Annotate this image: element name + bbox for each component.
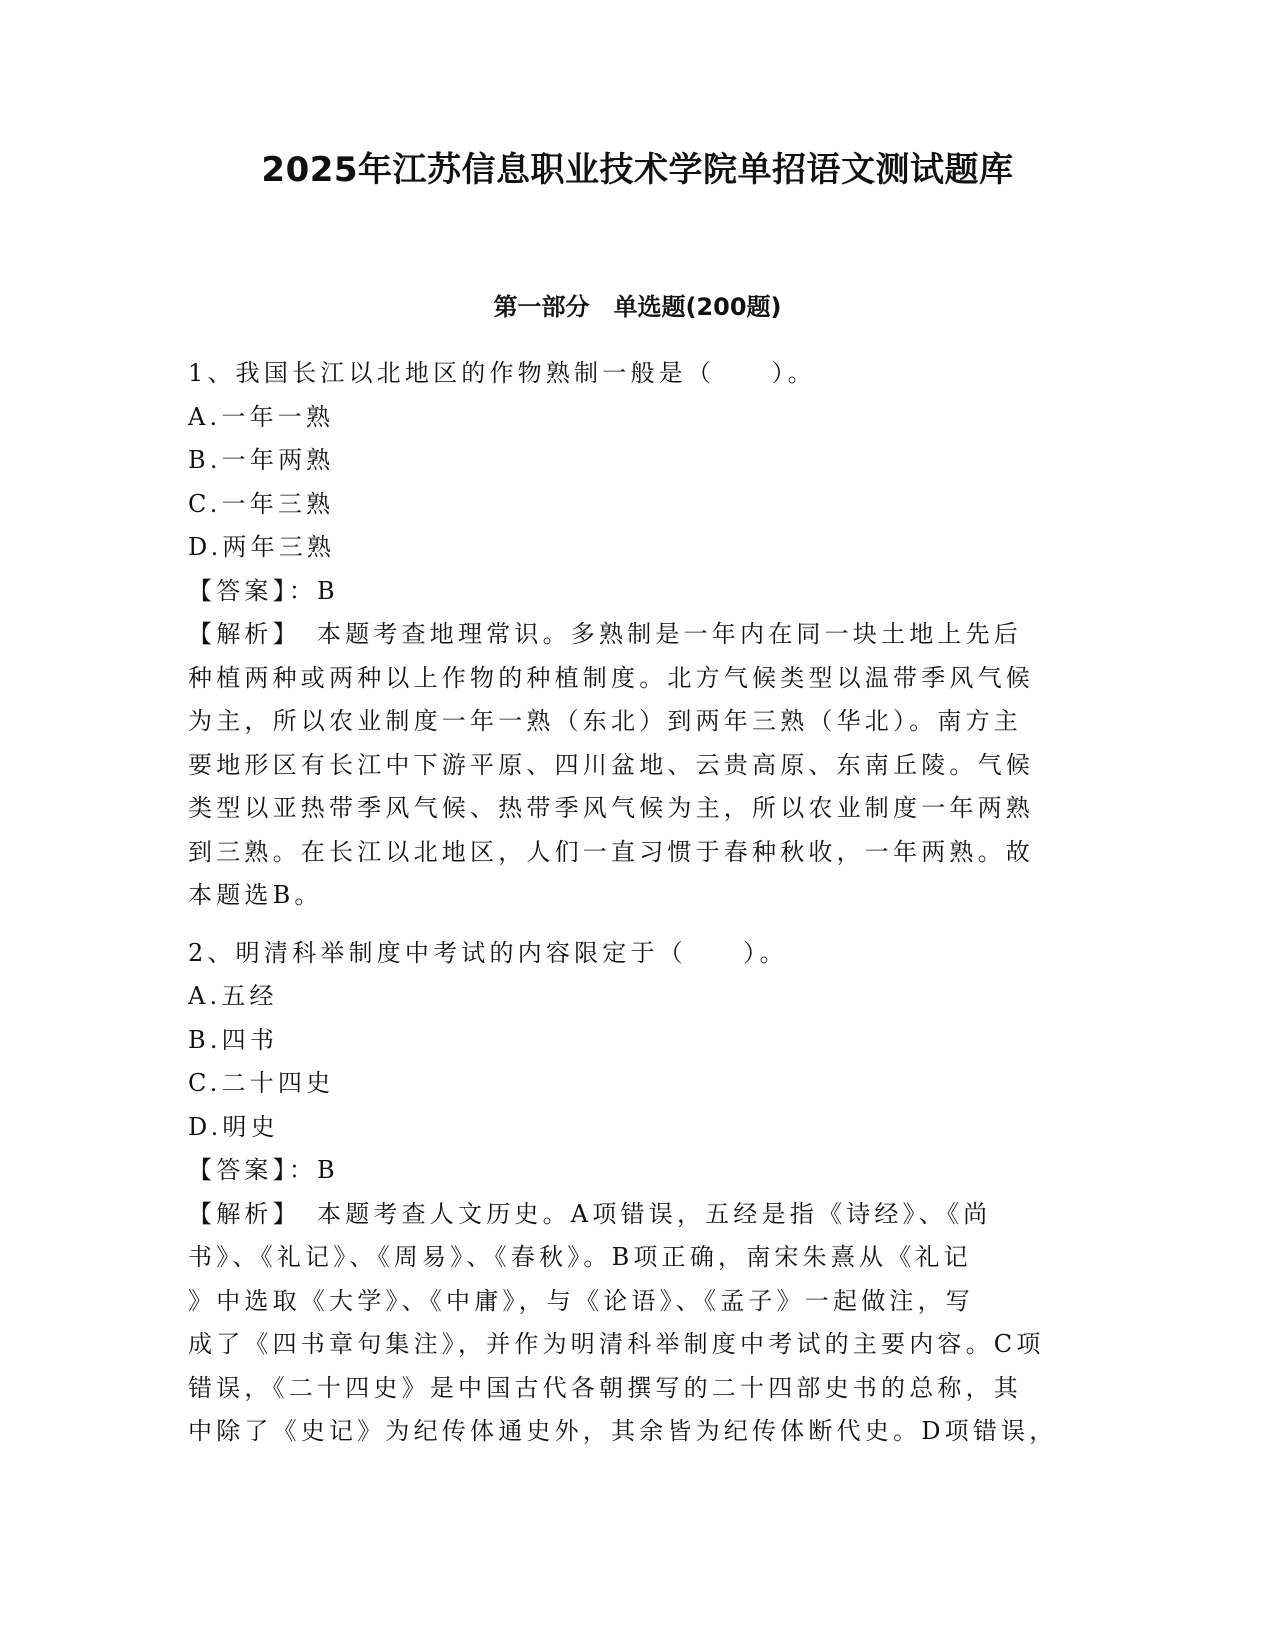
analysis-label: 【解析】 [188,1199,289,1228]
option-c: C.二十四史 [188,1069,335,1097]
analysis-line: 》中选取《大学》、《中庸》，与《论语》、《孟子》一起做注，写 [188,1286,974,1315]
analysis-line: 到三熟。在长江以北地区，人们一直习惯于春种秋收，一年两熟。故 [188,837,1034,866]
option-b: B.四书 [188,1025,279,1054]
section-title: 第一部分 单选题(200题) [493,293,782,321]
option-a: A.五经 [188,982,278,1010]
analysis-line: 类型以亚热带季风气候、热带季风气候为主，所以农业制度一年两熟 [188,794,1034,822]
analysis-line: 为主，所以农业制度一年一熟（东北）到两年三熟（华北）。南方主 [188,707,1022,735]
analysis-line: 错误，《二十四史》是中国古代各朝撰写的二十四部史书的总称，其 [188,1373,1022,1402]
analysis-text: 本题考查人文历史。A项错误，五经是指《诗经》、《尚 [288,1199,992,1228]
question-2 [188,932,1088,1454]
question-1 [188,352,1088,918]
question-stem: 2、明清科举制度中考试的内容限定于（ ）。 [188,938,788,967]
answer-line [188,570,1088,614]
analysis-line: 中除了《史记》为纪传体通史外，其余皆为纪传体断代史。D项错误， [188,1417,1058,1445]
answer-value: ：B [288,1156,339,1184]
question-list [188,352,1088,1454]
option-d: D.两年三熟 [188,533,336,561]
question-stem: 1、我国长江以北地区的作物熟制一般是（ ）。 [188,359,816,387]
analysis-line: 成了《四书章句集注》，并作为明清科举制度中考试的主要内容。C项 [188,1330,1045,1358]
analysis-label: 【解析】 [188,620,289,648]
option-c: C.一年三熟 [188,489,335,518]
document-title: 2025年江苏信息职业技术学院单招语文测试题库 [261,150,1014,190]
option-a: A.一年一熟 [188,402,335,431]
analysis-line: 本题选B。 [188,881,323,909]
answer-label: 【答案】 [188,576,289,605]
option-d: D.明史 [188,1112,279,1141]
analysis-line: 种植两种或两种以上作物的种植制度。北方气候类型以温带季风气候 [188,663,1034,692]
option-b: B.一年两熟 [188,446,335,474]
answer-label: 【答案】 [188,1156,289,1184]
analysis-line [188,613,1088,657]
answer-line [188,1149,1088,1193]
analysis-line: 书》、《礼记》、《周易》、《春秋》。B项正确，南宋朱熹从《礼记 [188,1243,972,1271]
analysis-text: 本题考查地理常识。多熟制是一年内在同一块土地上先后 [288,620,1023,648]
analysis-line [188,1193,1088,1237]
answer-value: ：B [288,576,339,605]
analysis-line: 要地形区有长江中下游平原、四川盆地、云贵高原、东南丘陵。气候 [188,750,1034,779]
